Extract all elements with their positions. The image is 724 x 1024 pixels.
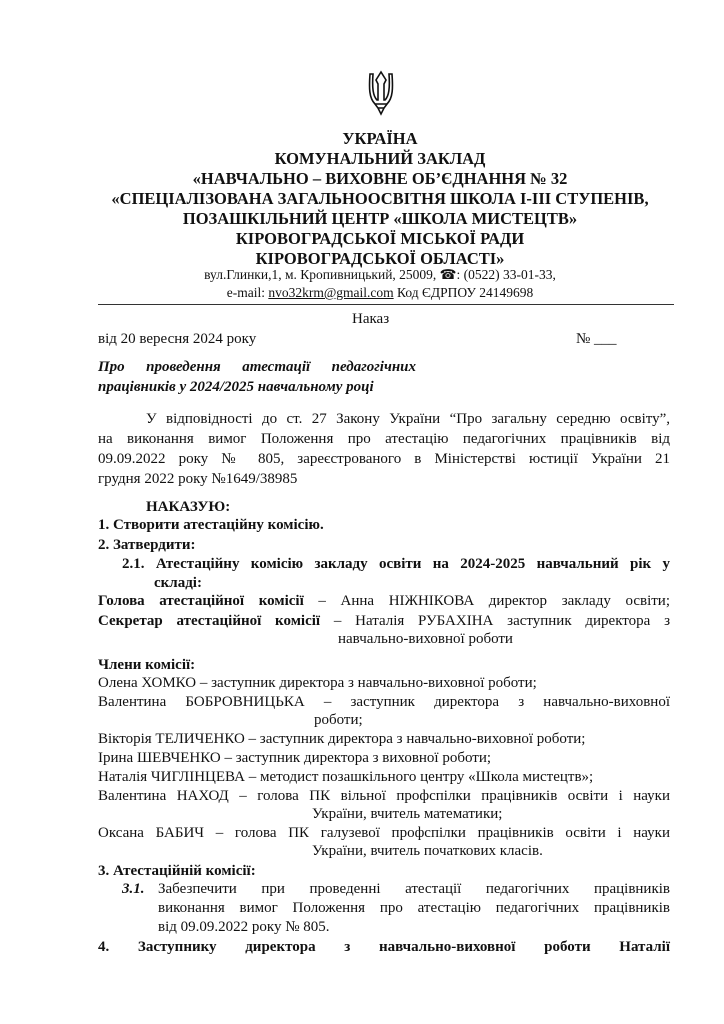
commission-head xyxy=(98,592,670,610)
document-number: № ___ xyxy=(576,331,617,347)
header-line-4: «СПЕЦІАЛІЗОВАНА ЗАГАЛЬНООСВІТНЯ ШКОЛА І-ІІІ СТУПЕНІВ, xyxy=(111,189,649,208)
head-label: Голова атестаційної комісії xyxy=(98,593,304,609)
item-3-1-line-1: Забезпечити при проведенні атестації педагогічних працівників xyxy=(158,881,670,897)
members-label: Члени комісії: xyxy=(98,657,196,673)
secretary-text: – Наталія РУБАХІНА заступник директора з xyxy=(320,613,670,629)
member-4: Ірина ШЕВЧЕНКО – заступник директора з виховної роботи; xyxy=(98,750,492,766)
header-country: УКРАЇНА xyxy=(342,129,418,148)
subject-line-2: працівників у 2024/2025 навчальному році xyxy=(98,379,374,395)
member-5: Наталія ЧИГЛІНЦЕВА – методист позашкільного центру «Школа мистецтв»; xyxy=(98,769,594,785)
email-link[interactable]: nvo32krm@gmail.com xyxy=(268,285,394,300)
header-contacts xyxy=(60,284,700,302)
commission-secretary xyxy=(98,612,670,630)
item-3-1-line-3: від 09.09.2022 року № 805. xyxy=(158,919,330,935)
member-1: Олена ХОМКО – заступник директора з навчально-виховної роботи; xyxy=(98,675,537,691)
secretary-label: Секретар атестаційної комісії xyxy=(98,613,321,629)
member-7-line-1: Оксана БАБИЧ – голова ПК галузевої профспілки працівників освіти і науки xyxy=(98,825,670,841)
header-divider xyxy=(98,304,674,305)
header-line-6: КІРОВОГРАДСЬКОЇ МІСЬКОЇ РАДИ xyxy=(235,229,525,248)
item-2-1-line-1: 2.1. Атестаційну комісію закладу освіти на 2024-2025 навчальний рік у xyxy=(122,556,670,572)
header-line-3: «НАВЧАЛЬНО – ВИХОВНЕ ОБ’ЄДНАННЯ № 32 xyxy=(192,169,568,188)
member-2-line-1: Валентина БОБРОВНИЦЬКА – заступник директора з навчально-виховної xyxy=(98,694,670,710)
header-line-5: ПОЗАШКІЛЬНИЙ ЦЕНТР «ШКОЛА МИСТЕЦТВ» xyxy=(182,209,578,228)
intro-line-3: 09.09.2022 року № 805, зареєстрованого в Міністерстві юстиції України 21 xyxy=(98,451,670,467)
edrpou-code: Код ЄДРПОУ 24149698 xyxy=(397,285,534,300)
member-6-line-1: Валентина НАХОД – голова ПК вільної профспілки працівників освіти і науки xyxy=(98,788,670,804)
header-address: вул.Глинки,1, м. Кропивницький, 25009, ☎: (0522) 33-01-33, xyxy=(204,267,556,282)
item-2: 2. Затвердити: xyxy=(98,537,196,553)
document-type: Наказ xyxy=(352,311,390,327)
item-1: 1. Створити атестаційну комісію. xyxy=(98,517,324,533)
item-4: 4. Заступнику директора з навчально-виховної роботи Наталії xyxy=(98,939,670,955)
item-3: 3. Атестаційній комісії: xyxy=(98,863,256,879)
intro-line-1: У відповідності до ст. 27 Закону України “Про загальну середню освіту”, xyxy=(146,411,670,427)
item-3-1-number: 3.1. xyxy=(122,881,145,897)
item-2-1-line-2: складі: xyxy=(154,575,202,591)
head-text: – Анна НІЖНІКОВА директор закладу освіти; xyxy=(303,593,670,609)
document-date: від 20 вересня 2024 року xyxy=(98,331,257,347)
item-3-1-line-2: виконання вимог Положення про атестацію педагогічних працівників xyxy=(158,900,670,916)
subject-line-1: Про проведення атестації педагогічних xyxy=(98,359,416,375)
intro-line-4: грудня 2022 року №1649/38985 xyxy=(98,471,298,487)
member-3: Вікторія ТЕЛИЧЕНКО – заступник директора з навчально-виховної роботи; xyxy=(98,731,586,747)
email-label: e-mail: xyxy=(226,285,265,300)
header-line-7: КІРОВОГРАДСЬКОЇ ОБЛАСТІ» xyxy=(255,249,505,268)
secretary-line-2: навчально-виховної роботи xyxy=(338,631,513,647)
member-2-line-2: роботи; xyxy=(314,712,363,728)
intro-line-2: на виконання вимог Положення про атестацію педагогічних працівників від xyxy=(98,431,670,447)
member-7-line-2: України, вчитель початкових класів. xyxy=(312,843,543,859)
order-word: НАКАЗУЮ: xyxy=(146,499,231,515)
header-line-2: КОМУНАЛЬНИЙ ЗАКЛАД xyxy=(274,149,486,168)
member-6-line-2: України, вчитель математики; xyxy=(312,806,503,822)
trident-emblem-icon xyxy=(367,70,395,116)
